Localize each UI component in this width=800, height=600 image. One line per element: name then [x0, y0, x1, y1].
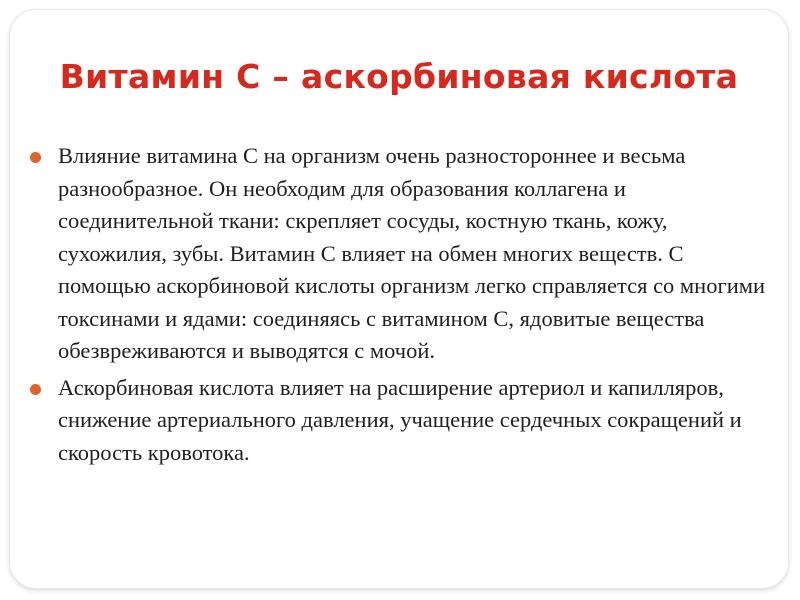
slide: [10, 10, 788, 588]
bullet-dot-icon: [30, 152, 41, 163]
slide-title: Витамин С – аскорбиновая кислота: [59, 57, 739, 96]
list-item: [30, 372, 770, 470]
list-item: [30, 140, 770, 368]
bullet-text: Влияние витамина С на организм очень разностороннее и весьма разнообразное. Он необходим для образования коллагена и соединительной ткани: скрепляет сосуды, костную ткань, кожу, сухожилия, зубы. Витамин С влияет на обмен многих веществ. С помощью аскорбиновой кислоты организм легко справляется со многими токсинами и ядами: соединяясь с витамином С, ядовитые вещества обезвреживаются и выводятся с мочой.: [58, 143, 766, 363]
bullet-dot-icon: [30, 384, 41, 395]
bullet-list: [30, 140, 770, 473]
bullet-text: Аскорбиновая кислота влияет на расширение артериол и капилляров, снижение артериального давления, учащение сердечных сокращений и скорость кровотока.: [58, 374, 742, 465]
